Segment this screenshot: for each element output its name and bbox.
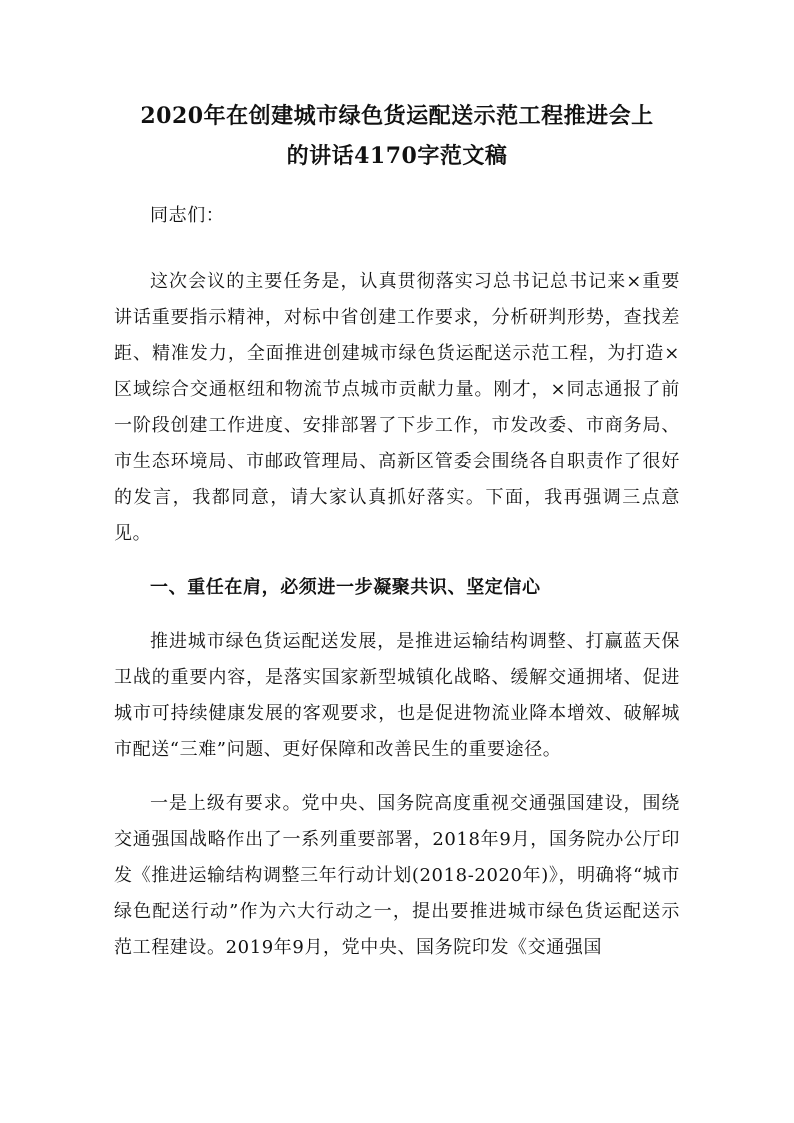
greeting: 同志们： bbox=[150, 205, 225, 226]
section-1-paragraph-1: 推进城市绿色货运配送发展，是推进运输结构调整、打赢蓝天保卫战的重要内容，是落实国家新型城镇化战略、缓解交通拥堵、促进城市可持续健康发展的客观要求，也是促进物流业降本增效、破解城市配送“三难”问题、更好保障和改善民生的重要途径。 bbox=[114, 631, 680, 760]
title-line-1: 2020年在创建城市绿色货运配送示范工程推进会上 bbox=[140, 103, 654, 129]
title-line-2: 的讲话4170字范文稿 bbox=[286, 143, 508, 169]
intro-paragraph: 这次会议的主要任务是，认真贯彻落实习总书记总书记来×重要讲话重要指示精神，对标中省创建工作要求，分析研判形势，查找差距、精准发力，全面推进创建城市绿色货运配送示范工程，为打造×区域综合交通枢纽和物流节点城市贡献力量。刚才，×同志通报了前一阶段创建工作进度、安排部署了下步工作，市发改委、市商务局、市生态环境局、市邮政管理局、高新区管委会围绕各自职责作了很好的发言，我都同意，请大家认真抓好落实。下面，我再强调三点意见。 bbox=[114, 271, 680, 544]
section-1-heading: 一、重任在肩，必须进一步凝聚共识、坚定信心 bbox=[150, 577, 541, 598]
document-title bbox=[114, 96, 680, 176]
section-1-paragraph-2: 一是上级有要求。党中央、国务院高度重视交通强国建设，围绕交通强国战略作出了一系列重要部署，2018年9月，国务院办公厅印发《推进运输结构调整三年行动计划(2018-2020年)》，明确将“城市绿色配送行动”作为六大行动之一，提出要推进城市绿色货运配送示范工程建设。2019年9月，党中央、国务院印发《交通强国 bbox=[114, 793, 680, 958]
